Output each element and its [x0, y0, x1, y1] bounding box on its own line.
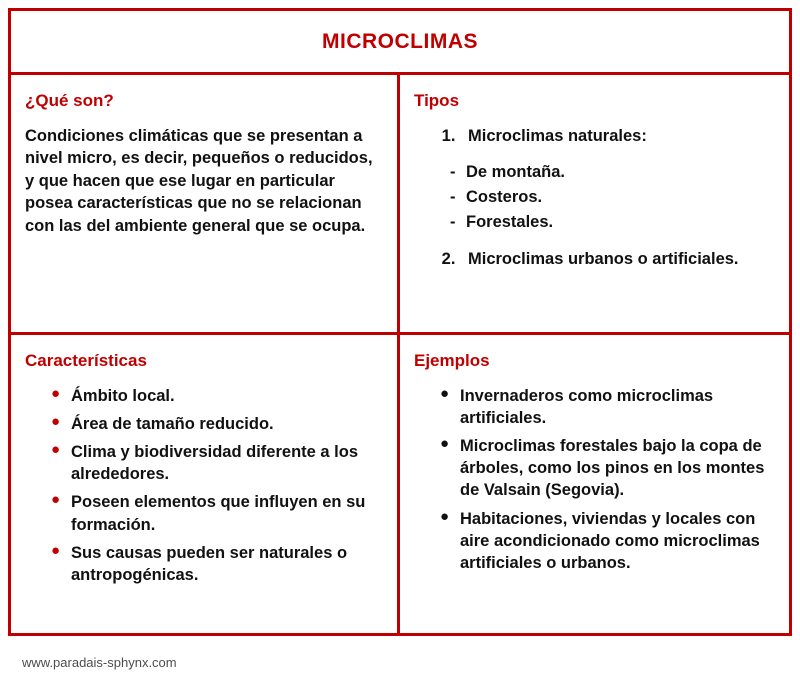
list-item — [51, 413, 383, 435]
list-item-label: Habitaciones, viviendas y locales con aire acondicionado como microclimas artificiales o urbanos. — [460, 509, 760, 572]
infographic-container — [8, 8, 792, 636]
list-item-label: Ámbito local. — [71, 387, 175, 405]
bottom-row — [11, 335, 789, 633]
section-ejemplos — [400, 335, 789, 633]
bullet-icon: ● — [440, 435, 450, 453]
list-item-label: Costeros. — [466, 187, 543, 206]
section-heading-caracteristicas: Características — [25, 351, 147, 370]
list-item — [51, 542, 383, 586]
top-row — [11, 75, 789, 335]
list-item: 1. Microclimas naturales: — [460, 125, 775, 148]
dash-marker: - — [450, 212, 456, 231]
list-item — [51, 385, 383, 407]
bullet-icon: ● — [440, 507, 450, 525]
list-item — [440, 385, 775, 429]
list-item-label: De montaña. — [466, 163, 566, 182]
list-item-label: Área de tamaño reducido. — [71, 415, 274, 434]
list-item — [450, 210, 775, 235]
section-que-son — [11, 75, 400, 332]
section-heading-ejemplos: Ejemplos — [414, 351, 490, 370]
tipos-list — [414, 125, 775, 148]
ejemplos-list — [414, 385, 775, 574]
bullet-icon: ● — [440, 385, 450, 402]
list-item-label: Sus causas pueden ser naturales o antropogénicas. — [71, 543, 348, 584]
dash-marker: - — [450, 163, 456, 182]
list-item — [440, 508, 775, 574]
caracteristicas-list — [25, 385, 383, 586]
list-item — [51, 491, 383, 535]
list-item — [450, 185, 775, 210]
bullet-icon: ● — [51, 413, 61, 431]
que-son-paragraph: Condiciones climáticas que se presentan a nivel micro, es decir, pequeños o reducidos, y que hacen que ese lugar en particular posea características que no se relacionan con las del ambiente general que se ocupa. — [25, 127, 373, 235]
section-tipos — [400, 75, 789, 332]
dash-marker: - — [450, 187, 456, 206]
list-item — [51, 441, 383, 485]
list-item — [440, 435, 775, 501]
footer-watermark: www.paradais-sphynx.com — [22, 655, 177, 670]
section-caracteristicas — [11, 335, 400, 633]
bullet-icon: ● — [51, 491, 61, 509]
section-heading-que-son: ¿Qué son? — [25, 91, 114, 110]
section-heading-tipos: Tipos — [414, 91, 460, 110]
tipos-sublist — [414, 160, 775, 234]
list-item: 2. Microclimas urbanos o artificiales. — [460, 248, 775, 271]
tipos-list-continued — [414, 248, 775, 271]
list-item-label: Microclimas forestales bajo la copa de árboles, como los pinos en los montes de Valsain (Segovia). — [460, 437, 765, 500]
bullet-icon: ● — [51, 541, 61, 559]
bullet-icon: ● — [51, 441, 61, 459]
list-item-label: Invernaderos como microclimas artificiales. — [460, 387, 714, 428]
list-item — [450, 160, 775, 185]
title-bar — [11, 11, 789, 75]
page-title: MICROCLIMAS — [322, 29, 478, 53]
list-item-label: Poseen elementos que influyen en su formación. — [71, 493, 366, 534]
bullet-icon: ● — [51, 385, 61, 402]
list-item-label: Clima y biodiversidad diferente a los alrededores. — [71, 443, 359, 484]
list-item-label: Forestales. — [466, 212, 554, 231]
